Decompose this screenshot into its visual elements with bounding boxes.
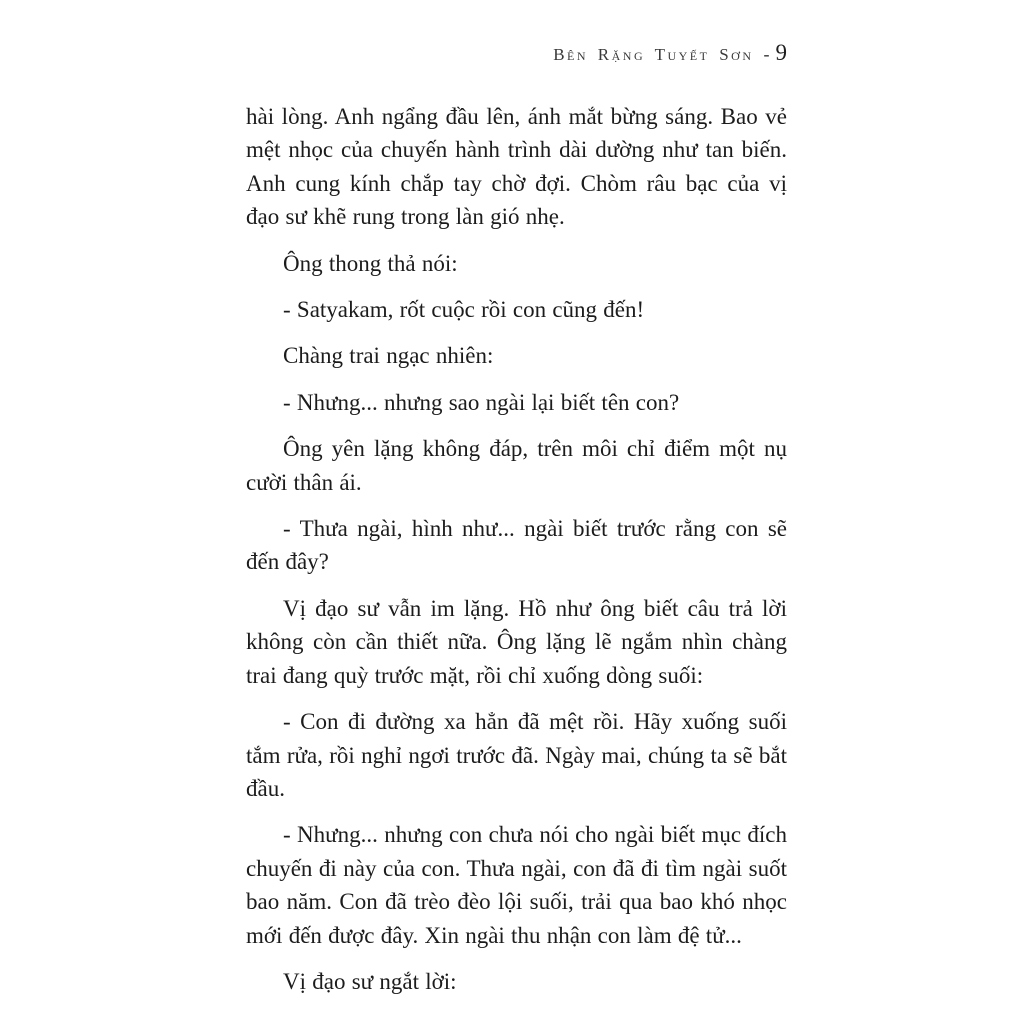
header-separator: - [763,44,770,64]
paragraph: - Thưa ngài, hình như... ngài biết trước rằng con sẽ đến đây? [246,516,787,575]
paragraph: Ông yên lặng không đáp, trên môi chỉ điểm một nụ cười thân ái. [246,436,787,495]
paragraph: Chàng trai ngạc nhiên: [283,343,494,369]
paragraph: - Nhưng... nhưng sao ngài lại biết tên con? [283,389,680,415]
page-number: 9 [775,40,787,65]
paragraph: Vị đạo sư ngắt lời: [283,968,457,994]
paragraph: - Con đi đường xa hẳn đã mệt rồi. Hãy xuống suối tắm rửa, rồi nghỉ ngơi trước đã. Ngày mai, chúng ta sẽ bắt đầu. [246,709,787,801]
paragraph: hài lòng. Anh ngẩng đầu lên, ánh mắt bừng sáng. Bao vẻ mệt nhọc của chuyến hành trình dài dường như tan biến. Anh cung kính chắp tay chờ đợi. Chòm râu bạc của vị đạo sư khẽ rung trong làn gió nhẹ. [246,104,787,230]
body-text [246,100,787,998]
paragraph: - Satyakam, rốt cuộc rồi con cũng đến! [283,297,645,323]
running-title: Bên Rặng Tuyết Sơn [553,45,754,64]
paragraph: Ông thong thả nói: [283,250,458,276]
page-header [246,40,787,66]
text-column [246,40,787,998]
paragraph: - Nhưng... nhưng con chưa nói cho ngài biết mục đích chuyến đi này của con. Thưa ngài, con đã đi tìm ngài suốt bao năm. Con đã trèo đèo lội suối, trải qua bao khó nhọc mới đến được đây. Xin ngài thu nhận con làm đệ tử... [246,822,787,948]
paragraph: Vị đạo sư vẫn im lặng. Hồ như ông biết câu trả lời không còn cần thiết nữa. Ông lặng lẽ ngắm nhìn chàng trai đang quỳ trước mặt, rồi chỉ xuống dòng suối: [246,595,787,688]
